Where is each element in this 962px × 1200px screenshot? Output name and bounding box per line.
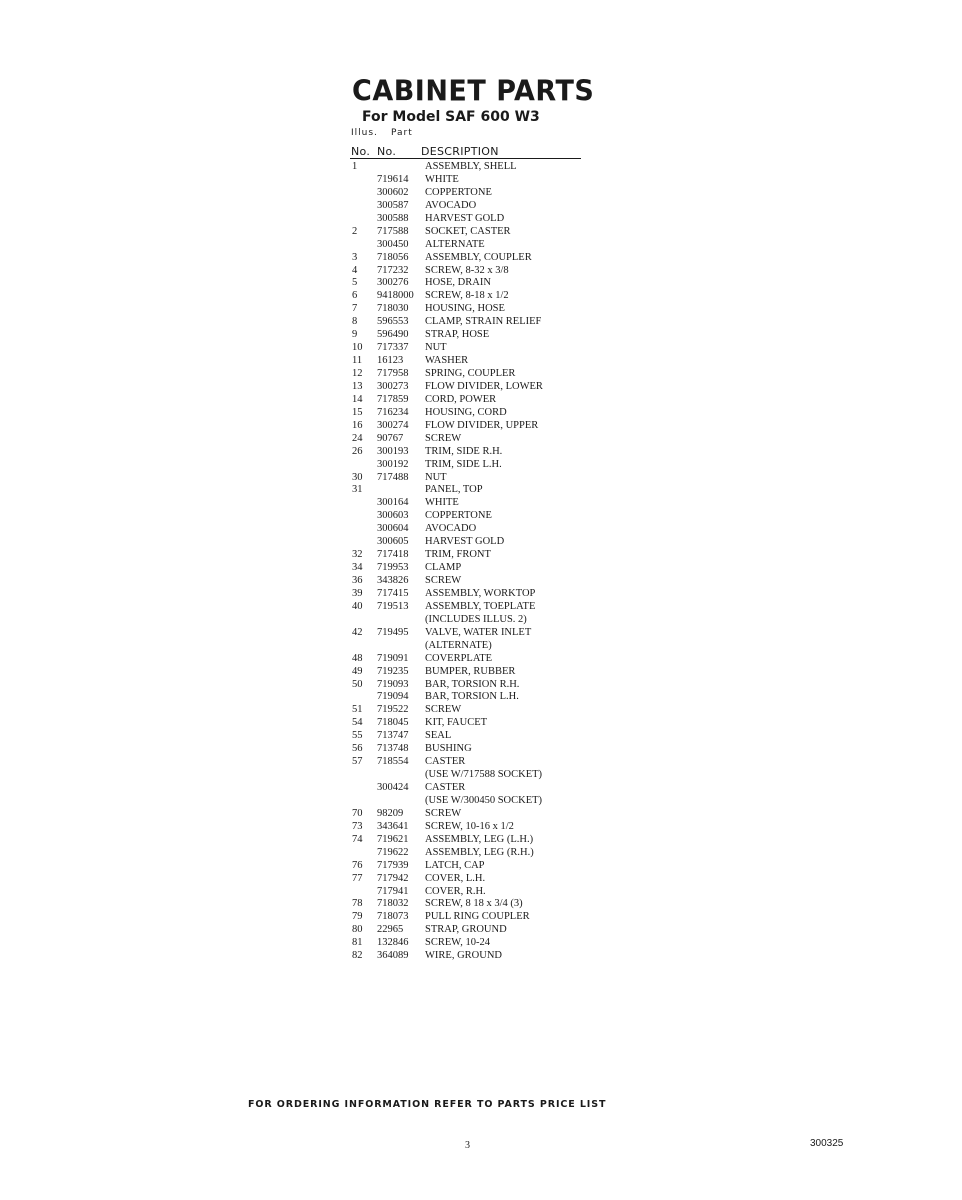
parts-row xyxy=(350,342,590,355)
part-description: PULL RING COUPLER xyxy=(425,911,530,923)
parts-row xyxy=(350,200,590,213)
part-description: HARVEST GOLD xyxy=(425,536,505,548)
illus-number: 55 xyxy=(352,730,363,742)
part-description: SCREW, 8-32 x 3/8 xyxy=(425,264,509,276)
parts-row xyxy=(350,226,590,239)
part-description: SPRING, COUPLER xyxy=(425,368,516,379)
part-number: 717859 xyxy=(377,393,409,405)
part-number: 300603 xyxy=(377,510,409,522)
illus-number: 56 xyxy=(352,743,363,755)
part-description: CLAMP, STRAIN RELIEF xyxy=(425,316,542,328)
illus-number: 73 xyxy=(352,820,363,832)
parts-row xyxy=(350,679,590,692)
illus-number: 3 xyxy=(352,251,358,263)
ordering-note: FOR ORDERING INFORMATION REFER TO PARTS PRICE LIST xyxy=(248,1099,607,1110)
parts-row xyxy=(350,265,590,278)
part-number: 300164 xyxy=(377,497,409,509)
parts-row xyxy=(350,523,590,536)
part-description: WHITE xyxy=(425,497,459,509)
part-description: ASSEMBLY, WORKTOP xyxy=(425,587,536,599)
parts-row xyxy=(350,601,590,614)
illus-number: 79 xyxy=(352,911,363,923)
illus-number: 48 xyxy=(352,652,363,664)
parts-row xyxy=(350,407,590,420)
parts-row xyxy=(350,303,590,316)
parts-row xyxy=(350,446,590,459)
parts-row xyxy=(350,588,590,601)
part-number: 300273 xyxy=(377,380,409,392)
parts-row xyxy=(350,510,590,523)
parts-row xyxy=(350,950,590,963)
illus-number: 39 xyxy=(352,587,363,599)
illus-number: 7 xyxy=(352,303,358,315)
part-column-header-top: Part xyxy=(391,128,413,138)
part-description: WHITE xyxy=(425,173,459,185)
part-number: 719953 xyxy=(377,562,409,574)
parts-row xyxy=(350,484,590,497)
parts-row xyxy=(350,472,590,485)
part-description: STRAP, GROUND xyxy=(425,924,507,936)
part-number: 716234 xyxy=(377,406,409,418)
illus-number: 26 xyxy=(352,445,363,457)
parts-row xyxy=(350,898,590,911)
part-number: 719093 xyxy=(377,678,409,690)
part-number: 719094 xyxy=(377,691,409,703)
part-number: 717232 xyxy=(377,264,409,276)
part-number: 718030 xyxy=(377,303,409,315)
parts-row xyxy=(350,355,590,368)
part-description: SCREW, 10-24 xyxy=(425,937,490,949)
parts-row xyxy=(350,239,590,252)
part-description: ASSEMBLY, SHELL xyxy=(425,161,517,172)
part-description: SCREW xyxy=(425,575,462,586)
part-number: 300274 xyxy=(377,419,409,431)
part-description: LATCH, CAP xyxy=(425,859,485,871)
part-description: BAR, TORSION L.H. xyxy=(425,691,519,703)
header-rule xyxy=(350,158,581,159)
illus-number: 36 xyxy=(352,575,363,586)
part-description: FLOW DIVIDER, LOWER xyxy=(425,380,543,392)
parts-row xyxy=(350,821,590,834)
parts-row xyxy=(350,691,590,704)
part-description: COPPERTONE xyxy=(425,186,492,198)
part-number: 16123 xyxy=(377,355,404,367)
parts-row xyxy=(350,329,590,342)
illus-number: 32 xyxy=(352,549,363,561)
part-description: AVOCADO xyxy=(425,523,477,535)
illus-number: 1 xyxy=(352,161,358,172)
part-number: 300192 xyxy=(377,458,409,470)
part-number: 717942 xyxy=(377,872,409,884)
illus-number: 50 xyxy=(352,678,363,690)
parts-row xyxy=(350,937,590,950)
part-description: STRAP, HOSE xyxy=(425,329,490,341)
illus-number: 40 xyxy=(352,600,363,612)
part-number: 364089 xyxy=(377,950,409,962)
page-title: CABINET PARTS xyxy=(352,75,595,108)
illus-number: 51 xyxy=(352,704,363,716)
illus-number: 42 xyxy=(352,626,363,638)
illus-number: 9 xyxy=(352,329,358,341)
part-description: NUT xyxy=(425,471,447,483)
parts-row xyxy=(350,717,590,730)
parts-row xyxy=(350,730,590,743)
part-number: 718045 xyxy=(377,717,409,729)
illus-column-header-top: Illus. xyxy=(351,128,378,138)
parts-row xyxy=(350,161,590,174)
illus-number: 78 xyxy=(352,898,363,910)
illus-number: 14 xyxy=(352,393,363,405)
parts-row xyxy=(350,873,590,886)
illus-number: 76 xyxy=(352,859,363,871)
part-description: CLAMP xyxy=(425,562,462,574)
parts-row xyxy=(350,316,590,329)
part-number: 132846 xyxy=(377,937,409,949)
part-number: 717337 xyxy=(377,342,409,354)
part-number: 719522 xyxy=(377,704,409,716)
part-description: COVER, R.H. xyxy=(425,885,486,897)
illus-number: 12 xyxy=(352,368,363,379)
illus-number: 49 xyxy=(352,665,363,677)
part-number: 719495 xyxy=(377,626,409,638)
part-number: 300450 xyxy=(377,238,409,250)
illus-number: 8 xyxy=(352,316,358,328)
parts-row xyxy=(350,834,590,847)
illus-number: 4 xyxy=(352,264,358,276)
part-description: (USE W/717588 SOCKET) xyxy=(425,769,543,781)
part-description: CASTER xyxy=(425,756,466,768)
part-description: VALVE, WATER INLET xyxy=(425,626,532,638)
illus-number: 70 xyxy=(352,807,363,819)
parts-row xyxy=(350,277,590,290)
parts-row xyxy=(350,433,590,446)
part-number: 717958 xyxy=(377,368,409,379)
part-description: COVER, L.H. xyxy=(425,872,486,884)
part-number: 718554 xyxy=(377,756,409,768)
part-number: 717418 xyxy=(377,549,409,561)
part-number: 713748 xyxy=(377,743,409,755)
part-number: 718032 xyxy=(377,898,409,910)
parts-row xyxy=(350,627,590,640)
parts-row xyxy=(350,911,590,924)
illus-number: 80 xyxy=(352,924,363,936)
part-description: ASSEMBLY, TOEPLATE xyxy=(425,600,536,612)
part-description: SOCKET, CASTER xyxy=(425,225,511,237)
parts-row xyxy=(350,420,590,433)
page-number: 3 xyxy=(465,1140,470,1151)
part-number: 719622 xyxy=(377,846,409,858)
description-header: DESCRIPTION xyxy=(421,145,499,158)
part-description: BUMPER, RUBBER xyxy=(425,665,516,677)
illus-number: 6 xyxy=(352,290,358,302)
parts-row xyxy=(350,213,590,226)
parts-row xyxy=(350,174,590,187)
illus-number: 16 xyxy=(352,419,363,431)
part-number: 717488 xyxy=(377,471,409,483)
part-number: 718073 xyxy=(377,911,409,923)
part-description: TRIM, FRONT xyxy=(425,549,491,561)
part-number: 300424 xyxy=(377,782,409,793)
part-number: 343641 xyxy=(377,820,409,832)
part-number: 717941 xyxy=(377,885,409,897)
parts-row xyxy=(350,743,590,756)
parts-row xyxy=(350,549,590,562)
part-number: 90767 xyxy=(377,432,404,444)
illus-number: 30 xyxy=(352,471,363,483)
part-description: COVERPLATE xyxy=(425,652,493,664)
part-number: 719513 xyxy=(377,600,409,612)
part-number: 719235 xyxy=(377,665,409,677)
part-description: HOUSING, CORD xyxy=(425,406,507,418)
illus-number: 57 xyxy=(352,756,363,768)
part-description: SCREW, 10-16 x 1/2 xyxy=(425,820,514,832)
parts-row xyxy=(350,497,590,510)
parts-row xyxy=(350,575,590,588)
part-no-header: No. xyxy=(377,145,397,158)
illus-number: 15 xyxy=(352,406,363,418)
part-description: (USE W/300450 SOCKET) xyxy=(425,794,543,806)
illus-number: 24 xyxy=(352,432,363,444)
parts-row xyxy=(350,187,590,200)
part-description: (ALTERNATE) xyxy=(425,639,492,651)
part-description: BUSHING xyxy=(425,743,472,755)
illus-number: 31 xyxy=(352,484,363,496)
illus-number: 5 xyxy=(352,277,358,289)
part-number: 719614 xyxy=(377,173,409,185)
part-description: SCREW, 8-18 x 1/2 xyxy=(425,290,509,302)
part-number: 719091 xyxy=(377,652,409,664)
illus-number: 74 xyxy=(352,833,363,845)
parts-row xyxy=(350,860,590,873)
illus-number: 11 xyxy=(352,355,363,367)
part-number: 596553 xyxy=(377,316,409,328)
document-number: 300325 xyxy=(810,1138,844,1149)
parts-row xyxy=(350,782,590,795)
parts-list xyxy=(350,161,590,963)
part-description: ASSEMBLY, LEG (L.H.) xyxy=(425,833,534,845)
parts-row xyxy=(350,381,590,394)
illus-number: 54 xyxy=(352,717,363,729)
illus-number: 81 xyxy=(352,937,363,949)
part-description: CASTER xyxy=(425,782,466,793)
parts-row xyxy=(350,808,590,821)
parts-row xyxy=(350,666,590,679)
parts-row xyxy=(350,769,590,782)
part-description: ASSEMBLY, COUPLER xyxy=(425,251,532,263)
illus-number: 82 xyxy=(352,950,363,962)
parts-row xyxy=(350,924,590,937)
part-description: HARVEST GOLD xyxy=(425,212,505,224)
parts-row xyxy=(350,756,590,769)
part-number: 717588 xyxy=(377,225,409,237)
part-description: TRIM, SIDE R.H. xyxy=(425,445,503,457)
part-number: 717415 xyxy=(377,587,409,599)
parts-row xyxy=(350,536,590,549)
part-description: CORD, POWER xyxy=(425,393,497,405)
part-description: PANEL, TOP xyxy=(425,484,483,496)
part-description: ALTERNATE xyxy=(425,238,485,250)
part-description: SCREW xyxy=(425,432,462,444)
part-description: KIT, FAUCET xyxy=(425,717,488,729)
part-description: AVOCADO xyxy=(425,199,477,211)
illus-number: 10 xyxy=(352,342,363,354)
part-number: 300604 xyxy=(377,523,409,535)
parts-row xyxy=(350,653,590,666)
illus-number: 13 xyxy=(352,380,363,392)
parts-row xyxy=(350,459,590,472)
part-number: 300605 xyxy=(377,536,409,548)
part-number: 719621 xyxy=(377,833,409,845)
part-description: (INCLUDES ILLUS. 2) xyxy=(425,613,527,625)
part-description: SEAL xyxy=(425,730,452,742)
part-description: NUT xyxy=(425,342,447,354)
parts-row xyxy=(350,368,590,381)
parts-row xyxy=(350,394,590,407)
part-number: 300587 xyxy=(377,199,409,211)
part-number: 9418000 xyxy=(377,290,414,302)
part-description: TRIM, SIDE L.H. xyxy=(425,458,502,470)
model-subtitle: For Model SAF 600 W3 xyxy=(362,109,540,125)
part-number: 98209 xyxy=(377,807,404,819)
part-number: 300276 xyxy=(377,277,409,289)
part-description: BAR, TORSION R.H. xyxy=(425,678,520,690)
parts-row xyxy=(350,886,590,899)
part-number: 300193 xyxy=(377,445,409,457)
part-number: 713747 xyxy=(377,730,409,742)
part-description: SCREW xyxy=(425,807,462,819)
part-description: COPPERTONE xyxy=(425,510,492,522)
part-number: 343826 xyxy=(377,575,409,586)
illus-number: 34 xyxy=(352,562,363,574)
part-number: 717939 xyxy=(377,859,409,871)
part-description: WASHER xyxy=(425,355,469,367)
part-description: SCREW xyxy=(425,704,462,716)
parts-row xyxy=(350,562,590,575)
part-description: SCREW, 8 18 x 3/4 (3) xyxy=(425,898,523,910)
parts-row xyxy=(350,640,590,653)
part-description: HOUSING, HOSE xyxy=(425,303,505,315)
part-number: 718056 xyxy=(377,251,409,263)
illus-number: 77 xyxy=(352,872,363,884)
part-description: ASSEMBLY, LEG (R.H.) xyxy=(425,846,534,858)
parts-row xyxy=(350,614,590,627)
parts-row xyxy=(350,290,590,303)
parts-row xyxy=(350,795,590,808)
part-description: WIRE, GROUND xyxy=(425,950,502,962)
part-number: 596490 xyxy=(377,329,409,341)
part-number: 300602 xyxy=(377,186,409,198)
illus-no-header: No. xyxy=(351,145,371,158)
part-description: FLOW DIVIDER, UPPER xyxy=(425,419,539,431)
parts-row xyxy=(350,252,590,265)
illus-number: 2 xyxy=(352,225,358,237)
part-description: HOSE, DRAIN xyxy=(425,277,491,289)
part-number: 22965 xyxy=(377,924,404,936)
parts-row xyxy=(350,704,590,717)
parts-row xyxy=(350,847,590,860)
part-number: 300588 xyxy=(377,212,409,224)
